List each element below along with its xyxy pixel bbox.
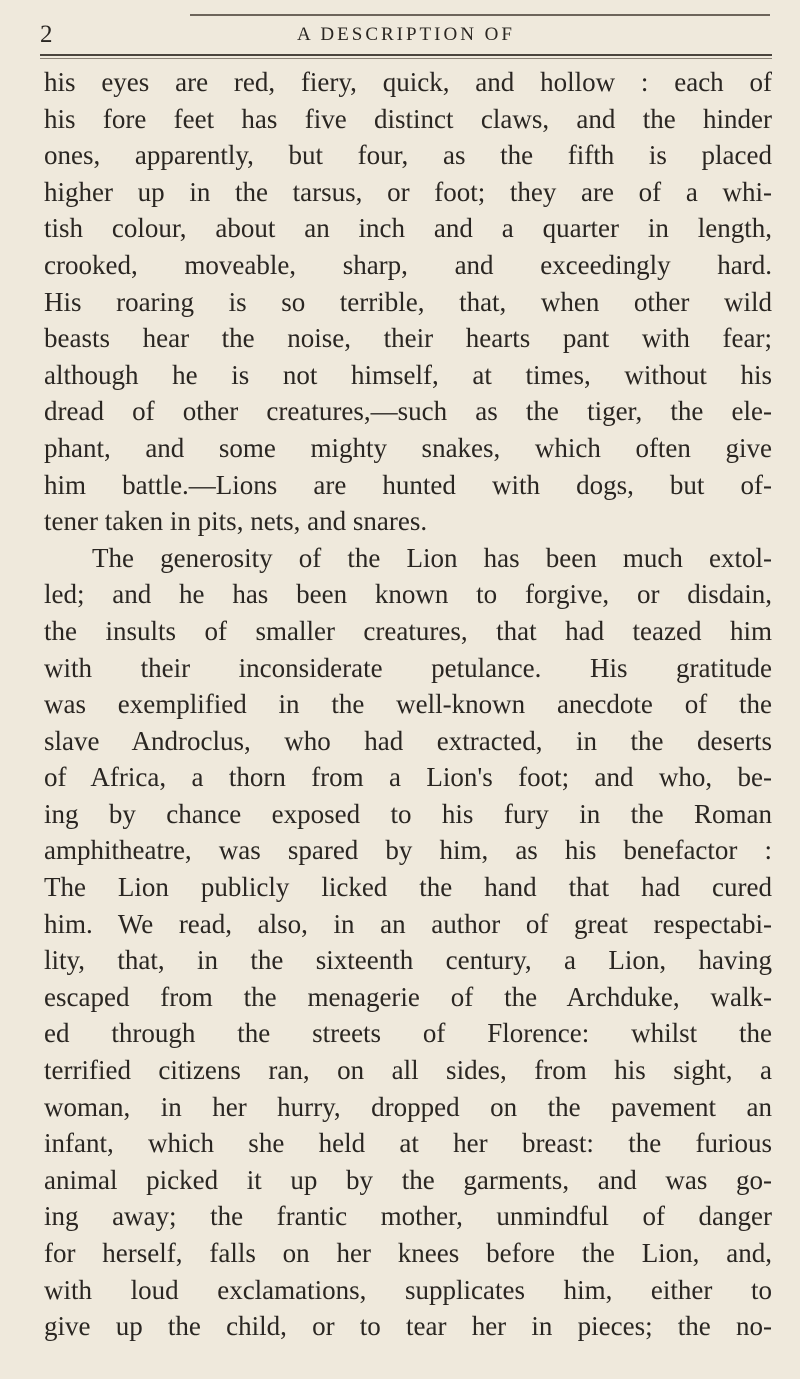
text-line: tish colour, about an inch and a quarter in length, [44,213,772,244]
text-line: amphitheatre, was spared by him, as his benefactor : [44,835,772,866]
running-head: A DESCRIPTION OF [297,24,515,45]
text-line: him. We read, also, in an author of great respectabi- [44,908,772,939]
header-rule-thin [40,58,772,59]
text-line: ing away; the frantic mother, unmindful of danger [44,1201,772,1232]
text-line: woman, in her hurry, dropped on the pavement an [44,1091,772,1122]
text-line: animal picked it up by the garments, and was go- [44,1164,772,1195]
page-number: 2 [40,21,53,48]
text-line: lity, that, in the sixteenth century, a Lion, having [44,945,772,976]
body-text [44,64,772,1345]
text-line: beasts hear the noise, their hearts pant with fear; [44,323,772,354]
text-line: crooked, moveable, sharp, and exceedingly hard. [44,249,772,280]
text-line: ed through the streets of Florence: whilst the [44,1018,772,1049]
text-line: ones, apparently, but four, as the fifth is placed [44,140,772,171]
text-line: with loud exclamations, supplicates him, either to [44,1274,772,1305]
top-rule [190,14,770,16]
text-line: although he is not himself, at times, without his [44,359,772,390]
text-line: infant, which she held at her breast: the furious [44,1128,772,1159]
text-line: slave Androclus, who had extracted, in the deserts [44,725,772,756]
text-line: The generosity of the Lion has been much extol- [92,542,772,573]
text-line: His roaring is so terrible, that, when other wild [44,286,772,317]
text-line: ing by chance exposed to his fury in the Roman [44,798,772,829]
text-line: for herself, falls on her knees before the Lion, and, [44,1238,772,1268]
text-line: terrified citizens ran, on all sides, from his sight, a [44,1055,772,1086]
text-line: with their inconsiderate petulance. His gratitude [44,652,772,683]
text-line: of Africa, a thorn from a Lion's foot; and who, be- [44,762,772,793]
text-line: dread of other creatures,—such as the tiger, the ele- [44,396,772,427]
header-rule [40,54,772,56]
text-line: tener taken in pits, nets, and snares. [44,506,428,537]
text-line: The Lion publicly licked the hand that had cured [44,872,772,903]
text-line: the insults of smaller creatures, that had teazed him [44,615,772,646]
text-line: phant, and some mighty snakes, which often give [44,432,772,463]
text-line: higher up in the tarsus, or foot; they are of a whi- [44,176,772,207]
text-line: escaped from the menagerie of the Archduke, walk- [44,981,772,1012]
text-line: his eyes are red, fiery, quick, and hollow : each of [44,67,772,97]
text-line: give up the child, or to tear her in pieces; the no- [44,1311,772,1342]
text-line: led; and he has been known to forgive, or disdain, [44,579,772,610]
text-line: was exemplified in the well-known anecdote of the [44,689,772,720]
text-line: him battle.—Lions are hunted with dogs, but of- [44,469,772,500]
page-header [40,20,772,50]
text-line: his fore feet has five distinct claws, and the hinder [44,103,772,134]
